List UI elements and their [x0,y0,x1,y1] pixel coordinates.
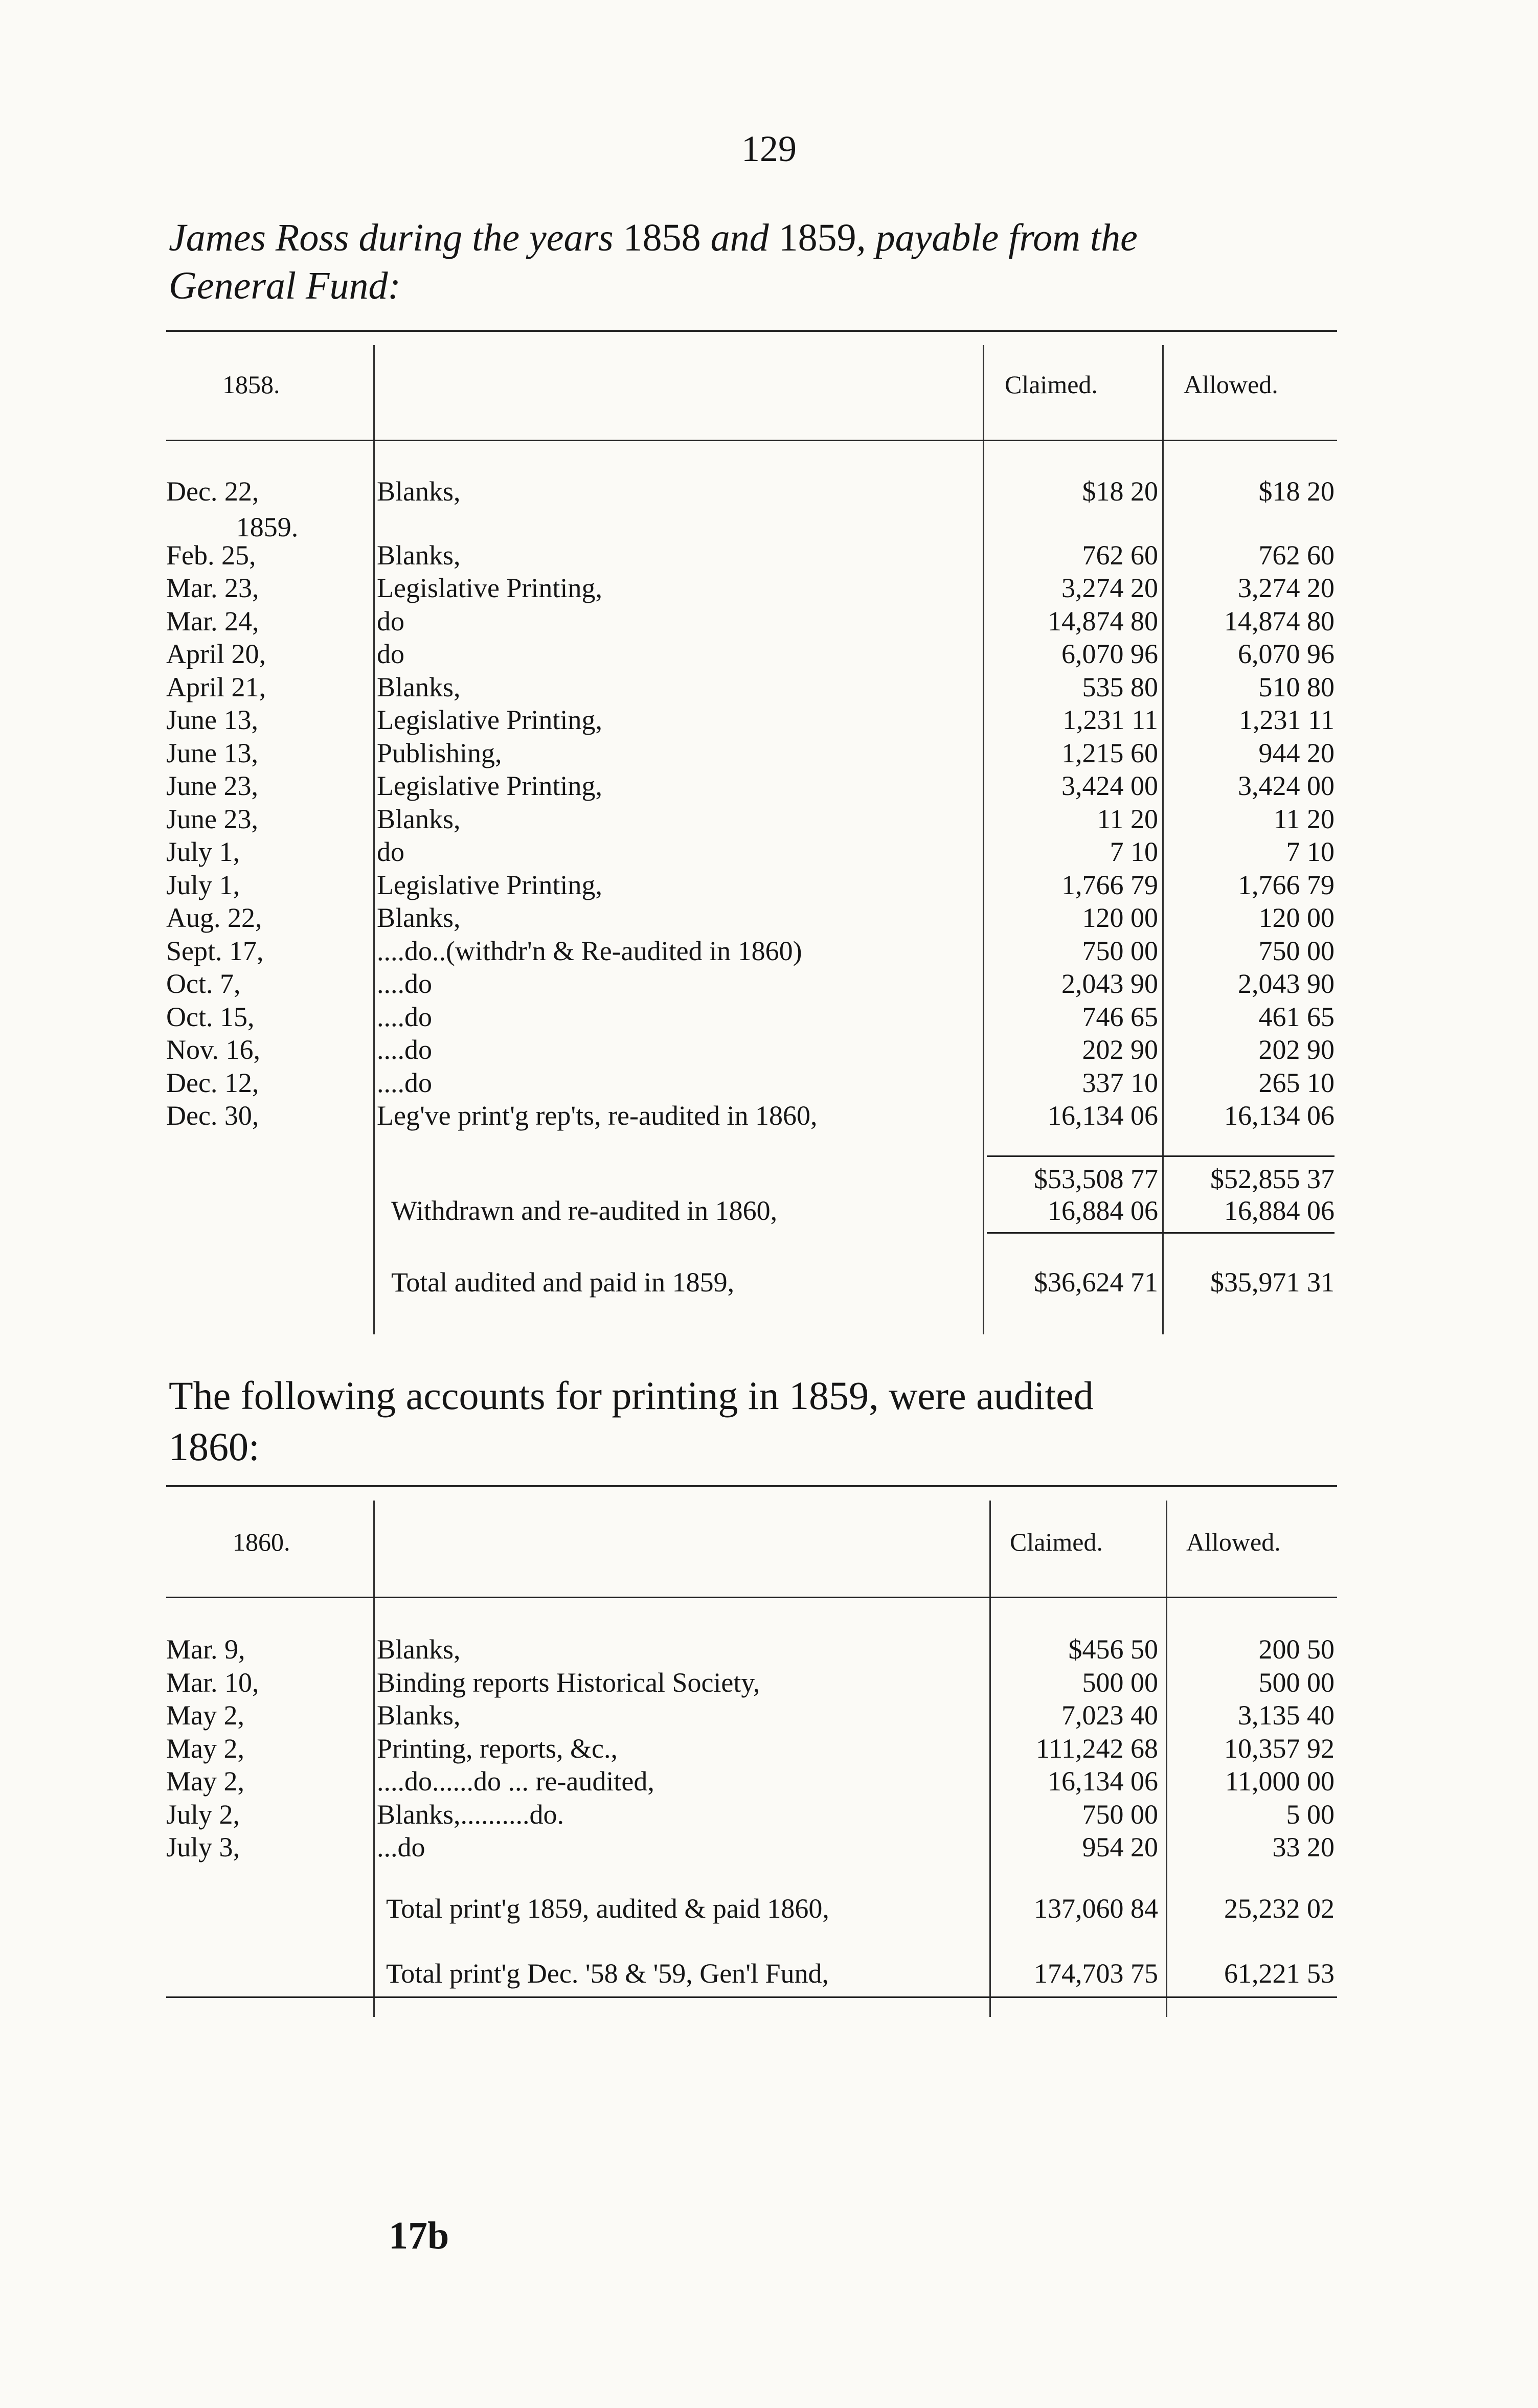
row-date: July 2, [166,1799,240,1830]
row-item: Blanks, [377,902,461,933]
header-claimed: Claimed. [1010,1528,1103,1556]
row-date: May 2, [166,1766,244,1797]
row-claimed: 11 20 [1097,803,1158,834]
row-date: June 23, [166,803,258,834]
row-allowed: 11 20 [1273,803,1335,834]
header-year: 1860. [233,1528,290,1556]
row-date: May 2, [166,1733,244,1764]
table-row [166,1100,1337,1131]
row-claimed: $18 20 [1082,476,1158,507]
row-allowed: 265 10 [1258,1067,1335,1098]
total-1859-claimed: $36,624 71 [1034,1267,1158,1298]
table-row [166,1067,1337,1099]
row-claimed: 2,043 90 [1061,968,1158,999]
row-item: Publishing, [377,737,502,768]
header-rule [166,440,1337,441]
table-row [166,572,1337,604]
row-item: Blanks, [377,1700,461,1731]
row-item: do [377,836,404,867]
row-item: Legislative Printing, [377,573,602,603]
row-item: Blanks, [377,1634,461,1665]
table-row [166,1034,1337,1065]
row-claimed: 1,215 60 [1061,737,1158,768]
row-allowed: 7 10 [1286,836,1335,867]
row-claimed: 14,874 80 [1048,605,1158,637]
grand-total-claimed: 174,703 75 [1034,1958,1158,1989]
table-row [166,638,1337,670]
row-date: June 23, [166,770,258,801]
table-row [166,1667,1337,1698]
row-date: Aug. 22, [166,902,262,933]
row-allowed: 10,357 92 [1224,1733,1335,1764]
table-bottom-rule [166,1996,1337,1998]
row-date: April 20, [166,639,266,669]
row-allowed: 762 60 [1258,539,1335,571]
table-row [166,935,1337,967]
intro-heading [169,214,1335,310]
intro-line2: General Fund: [169,264,401,307]
subtotal-allowed: $52,855 37 [1210,1164,1335,1194]
row-claimed: 6,070 96 [1061,639,1158,669]
row-item: Blanks, [377,539,461,571]
row-claimed: 3,274 20 [1061,573,1158,603]
row-item: Blanks,..........do. [377,1799,564,1830]
row-date: Nov. 16, [166,1034,260,1065]
total-1859-label: Total audited and paid in 1859, [391,1267,735,1298]
total-1860-row [166,1892,1337,1925]
section2-title-line1: The following accounts for printing in 1859, were audited [169,1373,1094,1418]
table-row [166,671,1337,703]
row-item: ....do [377,968,432,999]
intro-name: James Ross [169,216,349,259]
row-allowed: 16,134 06 [1224,1100,1335,1131]
row-item: ....do [377,1034,432,1065]
row-claimed: 7 10 [1110,836,1158,867]
row-claimed: 3,424 00 [1061,770,1158,801]
row-date: Oct. 15, [166,1001,255,1032]
page-number: 129 [741,128,797,169]
row-allowed: 3,274 20 [1238,573,1335,603]
row-allowed: 461 65 [1258,1001,1335,1032]
row-claimed: 762 60 [1082,539,1158,571]
section2-title [169,1370,1335,1472]
row-claimed: 120 00 [1082,902,1158,933]
row-allowed: 6,070 96 [1238,639,1335,669]
accounts-table-1859 [166,330,1337,1342]
row-allowed: 200 50 [1258,1634,1335,1665]
intro-year-b: 1859 [778,216,856,259]
total-1859-allowed: $35,971 31 [1210,1267,1335,1298]
row-item: Blanks, [377,803,461,834]
row-claimed: 1,231 11 [1062,705,1158,735]
subtotal-row [166,1162,1337,1196]
withdrawn-allowed: 16,884 06 [1224,1195,1335,1226]
table-row [166,770,1337,802]
intro-text-c: , payable from the [856,216,1138,259]
row-item: Blanks, [377,476,461,507]
row-claimed: 202 90 [1082,1034,1158,1065]
intro-year-a: 1858 [623,216,701,259]
withdrawn-row [166,1194,1337,1228]
table-rule [166,330,1337,332]
withdrawn-label: Withdrawn and re-audited in 1860, [391,1195,778,1226]
row-item: Legislative Printing, [377,705,602,735]
table-row [166,704,1337,736]
row-item: ....do......do ... re-audited, [377,1766,654,1797]
row-claimed: 337 10 [1082,1067,1158,1098]
row-date: June 13, [166,737,258,768]
row-allowed: 2,043 90 [1238,968,1335,999]
row-item: ...do [377,1832,425,1862]
row-item: ....do..(withdr'n & Re-audited in 1860) [377,935,802,966]
row-date: Mar. 9, [166,1634,245,1665]
total-1859-row [166,1265,1337,1299]
table-row [166,902,1337,934]
table-row [166,737,1337,769]
header-year: 1858. [222,370,280,399]
row-allowed: 3,135 40 [1238,1700,1335,1731]
table-row [166,968,1337,999]
subtotal-claimed: $53,508 77 [1034,1164,1158,1194]
row-claimed: 16,134 06 [1048,1100,1158,1131]
row-date: July 3, [166,1832,240,1862]
row-allowed: 5 00 [1286,1799,1335,1830]
row-claimed: $456 50 [1068,1634,1158,1665]
table-row [166,1799,1337,1830]
row-item: do [377,605,404,637]
row-allowed: 500 00 [1258,1667,1335,1698]
row-item: Printing, reports, &c., [377,1733,618,1764]
row-claimed: 535 80 [1082,671,1158,702]
row-date: Mar. 24, [166,605,259,637]
row-date: Feb. 25, [166,539,256,571]
row-date: Sept. 17, [166,935,264,966]
row-claimed: 111,242 68 [1036,1733,1158,1764]
row-item: Legislative Printing, [377,869,602,900]
row-claimed: 746 65 [1082,1001,1158,1032]
row-claimed: 16,134 06 [1048,1766,1158,1797]
intro-text-a: during the years [349,216,623,259]
row-date: Oct. 7, [166,968,241,999]
table-row [166,475,1337,507]
intro-text-b: and [700,216,779,259]
table-row [166,1001,1337,1033]
total-1860-allowed: 25,232 02 [1224,1893,1335,1924]
row-item: Legislative Printing, [377,770,602,801]
table-row [166,836,1337,868]
row-item: Binding reports Historical Society, [377,1667,760,1698]
row-claimed: 7,023 40 [1061,1700,1158,1731]
row-claimed: 954 20 [1082,1832,1158,1862]
table-row [166,1633,1337,1665]
table-row [166,1765,1337,1797]
total-rule [987,1232,1335,1234]
header-claimed: Claimed. [1005,370,1098,399]
table-row [166,1831,1337,1863]
grand-total-allowed: 61,221 53 [1224,1958,1335,1989]
row-allowed: 14,874 80 [1224,605,1335,637]
row-allowed: 1,766 79 [1238,869,1335,900]
row-allowed: 750 00 [1258,935,1335,966]
row-claimed: 500 00 [1082,1667,1158,1698]
header-rule [166,1597,1337,1598]
table-row [166,605,1337,637]
row-date: July 1, [166,836,240,867]
row-date: Mar. 23, [166,573,259,603]
header-allowed: Allowed. [1186,1528,1281,1556]
total-1860-claimed: 137,060 84 [1034,1893,1158,1924]
grand-total-label: Total print'g Dec. '58 & '59, Gen'l Fund, [386,1958,829,1989]
row-claimed: 750 00 [1082,935,1158,966]
row-date: June 13, [166,705,258,735]
accounts-table-1860 [166,1485,1337,2048]
section2-title-line2: 1860: [169,1424,260,1469]
row-allowed: 944 20 [1258,737,1335,768]
row-item: Leg've print'g rep'ts, re-audited in 1860, [377,1100,818,1131]
row-date: Dec. 22, [166,476,259,507]
row-item: do [377,639,404,669]
signature-mark: 17b [389,2214,449,2257]
row-item: ....do [377,1001,432,1032]
row-date: April 21, [166,671,266,702]
row-allowed: 33 20 [1272,1832,1335,1862]
row-allowed: 510 80 [1258,671,1335,702]
row-allowed: $18 20 [1258,476,1335,507]
row-date: July 1, [166,869,240,900]
row-item: Blanks, [377,671,461,702]
row-date: Dec. 30, [166,1100,259,1131]
total-1860-label: Total print'g 1859, audited & paid 1860, [386,1893,829,1924]
row-date: May 2, [166,1700,244,1731]
table-row [166,869,1337,901]
table-row [166,1733,1337,1764]
year-break-1859: 1859. [236,512,299,542]
row-allowed: 120 00 [1258,902,1335,933]
row-claimed: 1,766 79 [1061,869,1158,900]
row-item: ....do [377,1067,432,1098]
grand-total-row [166,1957,1337,1990]
row-date: Dec. 12, [166,1067,259,1098]
table-row [166,1699,1337,1731]
row-allowed: 11,000 00 [1225,1766,1335,1797]
subtotal-rule [987,1155,1335,1157]
table-row [166,539,1337,571]
header-allowed: Allowed. [1184,370,1278,399]
row-allowed: 3,424 00 [1238,770,1335,801]
row-claimed: 750 00 [1082,1799,1158,1830]
row-date: Mar. 10, [166,1667,259,1698]
table-row [166,803,1337,835]
table-rule [166,1485,1337,1487]
row-allowed: 202 90 [1258,1034,1335,1065]
withdrawn-claimed: 16,884 06 [1048,1195,1158,1226]
row-allowed: 1,231 11 [1239,705,1335,735]
